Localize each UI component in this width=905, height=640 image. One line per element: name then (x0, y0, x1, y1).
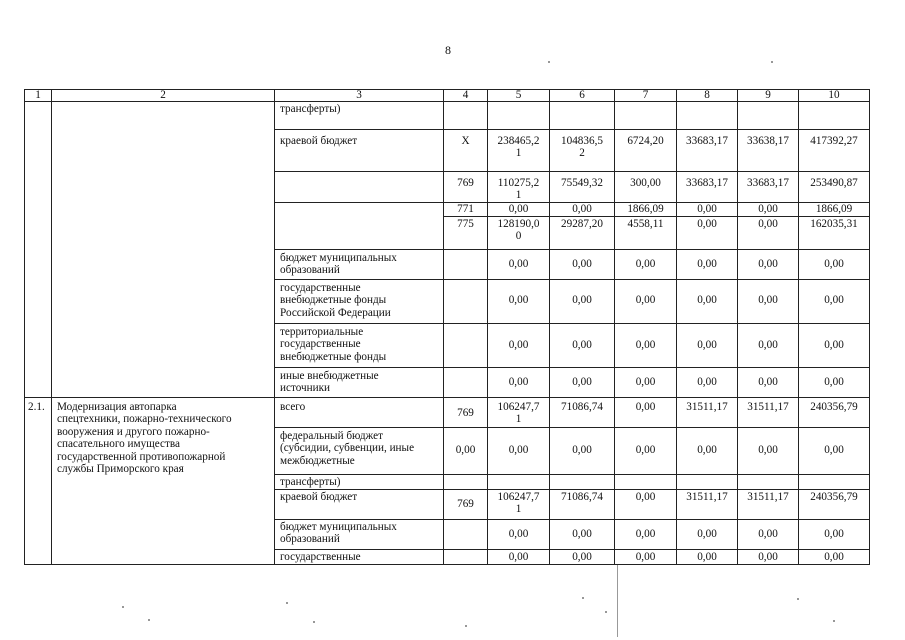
table-horizontal-line (274, 427, 870, 428)
table-cell: 769 (457, 177, 474, 189)
table-cell: 0,00 (824, 551, 844, 563)
table-cell: 0,00 (758, 218, 778, 230)
scan-artifact-dot (548, 61, 550, 63)
table-horizontal-line (274, 474, 870, 475)
table-cell: 0,00 (508, 376, 529, 388)
table-cell: 0,00 (572, 294, 592, 306)
scan-artifact-dot (286, 602, 288, 604)
table-cell: 162035,31 (810, 218, 858, 230)
table-cell: 300,00 (630, 177, 661, 189)
table-cell: X (461, 135, 470, 147)
table-cell: 110275,2 1 (497, 177, 540, 202)
table-horizontal-line (443, 216, 870, 217)
table-cell: 0,00 (824, 339, 844, 351)
table-cell: 0,00 (758, 203, 778, 215)
table-cell: краевой бюджет (280, 135, 358, 147)
table-cell: 31511,17 (747, 491, 789, 503)
table-cell: 0,00 (635, 258, 656, 270)
table-cell: 0,00 (572, 376, 592, 388)
scan-artifact-dot (771, 61, 773, 63)
table-cell: 0,00 (508, 444, 529, 456)
table-cell: 0,00 (824, 376, 844, 388)
table-cell: 0,00 (824, 258, 844, 270)
table-cell: 0,00 (758, 376, 778, 388)
table-horizontal-line (274, 171, 870, 172)
header-col-1: 1 (35, 89, 41, 101)
table-horizontal-line (274, 489, 870, 490)
table-cell: 106247,7 1 (497, 491, 540, 516)
table-horizontal-line (274, 549, 870, 550)
scan-artifact-dot (148, 619, 150, 621)
table-vertical-line (274, 89, 275, 565)
table-cell: 0,00 (824, 528, 844, 540)
table-horizontal-line (24, 564, 870, 565)
table-cell: 33683,17 (686, 177, 728, 189)
header-col-7: 7 (642, 89, 649, 101)
table-cell: 0,00 (635, 528, 656, 540)
table-cell: краевой бюджет (280, 491, 358, 503)
table-cell: 0,00 (697, 258, 717, 270)
table-horizontal-line (274, 519, 870, 520)
scan-artifact-dot (833, 620, 835, 622)
table-cell: 0,00 (572, 444, 592, 456)
table-cell: иные внебюджетные источники (280, 370, 379, 395)
table-cell: 106247,7 1 (497, 401, 540, 426)
scan-artifact-dot (465, 625, 467, 627)
table-cell: 0,00 (508, 258, 529, 270)
table-cell: 0,00 (455, 444, 476, 456)
table-cell: 75549,32 (561, 177, 603, 189)
table-cell: 0,00 (697, 294, 717, 306)
table-cell: трансферты) (280, 103, 341, 115)
table-horizontal-line (274, 249, 870, 250)
table-cell: 0,00 (635, 491, 656, 503)
table-cell: трансферты) (280, 476, 341, 488)
table-horizontal-line (24, 397, 870, 398)
table-cell: 0,00 (572, 339, 592, 351)
table-cell: территориальные государственные внебюджетные фонды (280, 326, 387, 363)
table-cell: 771 (457, 203, 474, 215)
header-col-3: 3 (356, 89, 362, 101)
table-cell: 417392,27 (810, 135, 858, 147)
header-col-6: 6 (579, 89, 585, 101)
header-col-9: 9 (765, 89, 771, 101)
table-cell: 0,00 (508, 294, 529, 306)
table-cell: 0,00 (508, 339, 529, 351)
table-cell: 0,00 (697, 444, 717, 456)
table-cell: 0,00 (508, 203, 529, 215)
table-cell: 775 (457, 218, 474, 230)
table-cell: 238465,2 1 (497, 135, 540, 160)
table-horizontal-line (274, 367, 870, 368)
table-cell: 0,00 (635, 401, 656, 413)
table-cell: 1866,09 (627, 203, 664, 215)
header-col-4: 4 (462, 89, 469, 101)
table-vertical-line (24, 89, 25, 565)
table-horizontal-line (274, 279, 870, 280)
table-cell: 0,00 (635, 444, 656, 456)
table-cell: 0,00 (697, 376, 717, 388)
table-cell: 769 (457, 498, 474, 510)
table-cell: 31511,17 (686, 491, 728, 503)
table-cell: 769 (457, 407, 474, 419)
table-cell: государственные внебюджетные фонды Российской Федерации (280, 282, 391, 319)
table-vertical-line (51, 89, 52, 565)
table-cell: 31511,17 (747, 401, 789, 413)
scan-artifact-dot (582, 597, 584, 599)
header-col-2: 2 (160, 89, 166, 101)
table-cell: 0,00 (697, 218, 717, 230)
table-cell: 0,00 (572, 551, 592, 563)
table-cell: 0,00 (508, 551, 529, 563)
scan-artifact-line (617, 565, 618, 637)
table-cell: 0,00 (758, 551, 778, 563)
table-cell: 0,00 (758, 258, 778, 270)
table-cell: 33683,17 (686, 135, 728, 147)
table-vertical-line (443, 89, 444, 565)
table-cell: 29287,20 (561, 218, 603, 230)
table-cell: 4558,11 (627, 218, 664, 230)
table-cell: государственные (280, 551, 361, 563)
header-col-10: 10 (828, 89, 840, 101)
table-cell: 0,00 (635, 294, 656, 306)
table-cell: 6724,20 (627, 135, 664, 147)
scan-artifact-dot (313, 621, 315, 623)
table-cell: 0,00 (697, 551, 717, 563)
table-cell: 0,00 (635, 339, 656, 351)
table-cell: 31511,17 (686, 401, 728, 413)
table-cell: 128190,0 0 (497, 218, 540, 243)
table-cell: 240356,79 (810, 401, 858, 413)
table-horizontal-line (274, 129, 870, 130)
table-cell: бюджет муниципальных образований (280, 521, 397, 546)
table-cell: 0,00 (758, 528, 778, 540)
table-cell: 0,00 (697, 203, 717, 215)
table-cell: 0,00 (508, 528, 529, 540)
table-cell: 2.1. (28, 401, 45, 413)
table-cell: 1866,09 (815, 203, 853, 215)
table-cell: Модернизация автопарка спецтехники, пожарно-технического вооружения и другого пожарно- спасательного имущества государственной противопожарной службы Приморского края (57, 401, 232, 476)
scan-artifact-dot (122, 606, 124, 608)
table-cell: 0,00 (824, 444, 844, 456)
table-cell: 0,00 (572, 258, 592, 270)
table-cell: 240356,79 (810, 491, 858, 503)
table-cell: 0,00 (635, 376, 656, 388)
table-cell: 0,00 (758, 294, 778, 306)
table-cell: 71086,74 (561, 491, 603, 503)
header-col-8: 8 (704, 89, 710, 101)
table-cell: 0,00 (635, 551, 656, 563)
table-cell: 0,00 (824, 294, 844, 306)
table-horizontal-line (274, 323, 870, 324)
table-cell: 0,00 (697, 339, 717, 351)
table-cell: 0,00 (758, 444, 778, 456)
page-number: 8 (445, 43, 451, 57)
table-cell: 0,00 (697, 528, 717, 540)
table-cell: 0,00 (572, 203, 592, 215)
table-cell: 71086,74 (561, 401, 603, 413)
table-cell: 0,00 (572, 528, 592, 540)
table-cell: 0,00 (758, 339, 778, 351)
table-cell: 104836,5 2 (561, 135, 603, 160)
header-col-5: 5 (515, 89, 522, 101)
table-cell: бюджет муниципальных образований (280, 252, 397, 277)
table-cell: 33683,17 (747, 177, 789, 189)
table-cell: всего (280, 401, 306, 413)
table-cell: федеральный бюджет (субсидии, субвенции, иные межбюджетные (280, 430, 415, 467)
table-cell: 33638,17 (747, 135, 789, 147)
scan-artifact-dot (797, 598, 799, 600)
table-cell: 253490,87 (810, 177, 858, 189)
scan-artifact-dot (605, 611, 607, 613)
